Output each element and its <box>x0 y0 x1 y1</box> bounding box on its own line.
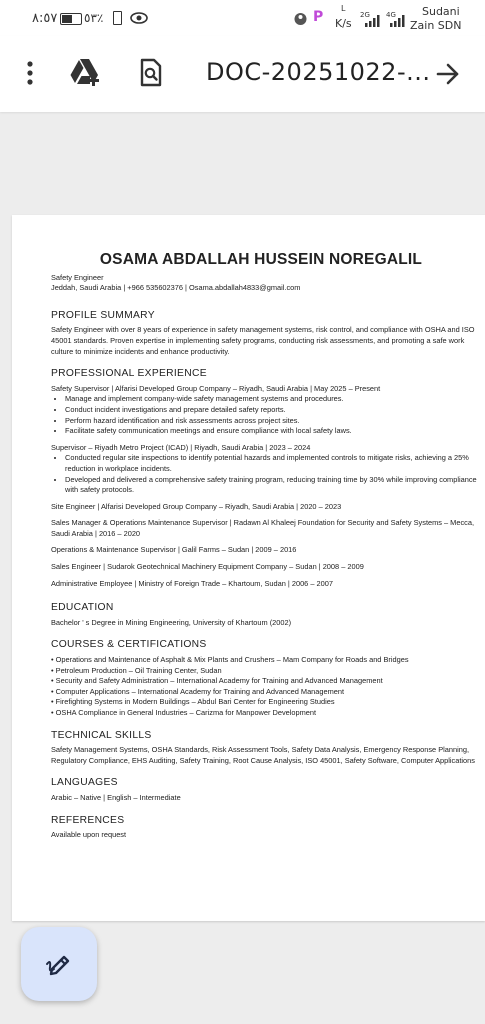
hotspot-icon <box>293 12 308 30</box>
net-speed-value: L <box>341 4 346 13</box>
skills-text: Safety Management Systems, OSHA Standards, Risk Assessment Tools, Safety Data Analysis, Emergency Response Planning, Regulatory Compliance, EHS Auditing, Safety Training, Root Cause Analysis, ISO 45001, Safety Software, Computer Applications <box>51 745 475 765</box>
signal-bars-icon-2 <box>390 14 406 32</box>
list-item: • Computer Applications – International Academy for Training and Advanced Management <box>51 686 345 696</box>
battery-percent: ٥٣٪ <box>84 11 104 25</box>
edit-fab-button[interactable] <box>21 927 97 1001</box>
resume-contact: Jeddah, Saudi Arabia | +966 535602376 | Osama.abdallah4833@gmail.com <box>51 283 301 293</box>
more-vert-icon <box>26 61 34 85</box>
references-text: Available upon request <box>51 830 127 840</box>
vibrate-icon <box>113 11 122 25</box>
document-title: DOC-20251022-... <box>206 58 431 86</box>
add-to-drive-button[interactable] <box>68 54 104 90</box>
resume-name: OSAMA ABDALLAH HUSSEIN NOREGALIL <box>99 251 423 268</box>
document-page[interactable] <box>12 215 485 921</box>
list-item: • OSHA Compliance in General Industries – Carizma for Manpower Development <box>51 708 317 717</box>
job-title: Operations & Maintenance Supervisor | Galil Farms – Sudan | 2009 – 2016 <box>51 545 297 555</box>
search-doc-icon <box>139 58 163 88</box>
carrier-network: Zain SDN <box>410 19 462 32</box>
languages-heading: LANGUAGES <box>51 777 118 789</box>
carrier-name: Sudani <box>422 5 460 18</box>
skills-heading: TECHNICAL SKILLS <box>51 729 152 741</box>
open-document-button[interactable] <box>432 58 464 90</box>
list-item: • Perform hazard identification and risk assessments across project sites. <box>65 416 479 427</box>
app-toolbar <box>0 36 485 112</box>
list-item: • Developed and delivered a comprehensive safety training program, reducing training time by 30% while improving compliance with safety protocols. <box>65 475 479 496</box>
list-item: • Conducted regular site inspections to identify potential hazards and implemented controls to mitigate risks, achieving a 25% reduction in workplace incidents. <box>65 453 479 474</box>
experience-heading: PROFESSIONAL EXPERIENCE <box>51 368 207 380</box>
job-bullets <box>51 453 479 495</box>
list-item: • Petroleum Production – Oil Training Center, Sudan <box>51 665 222 675</box>
job-title: Supervisor – Riyadh Metro Project (ICAD) | Riyadh, Saudi Arabia | 2023 – 2024 <box>51 442 311 452</box>
job-title: Site Engineer | Alfarisi Developed Group Company – Riyadh, Saudi Arabia | 2020 – 2023 <box>51 501 342 511</box>
signal-bars-icon <box>365 14 381 32</box>
list-item: • Firefighting Systems in Modern Buildings – Abdul Bari Center for Engineering Studies <box>51 697 335 707</box>
edit-pen-icon <box>44 949 74 979</box>
signal-2g-label: 2G <box>360 11 370 19</box>
more-options-button[interactable] <box>16 56 44 90</box>
status-time: ٨:٥٧ <box>32 11 58 26</box>
document-content <box>51 251 479 841</box>
profile-text: Safety Engineer with over 8 years of experience in safety management systems, risk control, and compliance with OSHA and ISO 45001 standards. Proven expertise in implementing safety programs, conducting risk assessments, and promoting a safe work culture to minimize incidents and enhance productivity. <box>51 325 475 356</box>
courses-list <box>51 655 479 719</box>
education-text: Bachelor ' s Degree in Mining Engineering, University of Khartoum (2002) <box>51 617 292 627</box>
list-item: • Security and Safety Administration – International Academy for Training and Advanced Management <box>51 676 383 686</box>
job-title: Administrative Employee | Ministry of Foreign Trade – Khartoum, Sudan | 2006 – 2007 <box>51 578 333 588</box>
list-item: • Manage and implement company-wide safety management systems and procedures. <box>65 394 479 405</box>
signal-4g-label: 4G <box>386 11 396 19</box>
arrow-right-icon <box>436 63 460 85</box>
status-bar <box>0 0 485 36</box>
references-heading: REFERENCES <box>51 814 125 826</box>
job-bullets <box>51 394 479 436</box>
list-item: • Conduct incident investigations and prepare detailed safety reports. <box>65 405 479 416</box>
net-speed-unit: K/s <box>335 17 352 30</box>
education-heading: EDUCATION <box>51 602 114 614</box>
job-title: Safety Supervisor | Alfarisi Developed Group Company – Riyadh, Saudi Arabia | May 2025 – Present <box>51 383 381 393</box>
languages-text: Arabic – Native | English – Intermediate <box>51 792 181 802</box>
list-item: • Operations and Maintenance of Asphalt & Mix Plants and Crushers – Mam Company for Roads and Bridges <box>51 655 409 665</box>
drive-add-icon <box>70 58 102 86</box>
p-app-icon: P <box>313 9 324 25</box>
search-in-document-button[interactable] <box>134 54 168 92</box>
job-title: Sales Manager & Operations Maintenance Supervisor | Radawn Al Khaleej Foundation for Security and Safety Systems – Mecca, Saudi Arabia | 2016 – 2020 <box>51 518 474 538</box>
profile-heading: PROFILE SUMMARY <box>51 309 155 321</box>
battery-icon <box>60 13 82 25</box>
job-title: Sales Engineer | Sudarok Geotechnical Machinery Equipment Company – Sudan | 2008 – 2009 <box>51 562 364 572</box>
list-item: • Facilitate safety communication meetings and ensure compliance with local safety laws. <box>65 426 479 437</box>
courses-heading: COURSES & CERTIFICATIONS <box>51 639 207 651</box>
job-entry <box>51 443 479 496</box>
eye-icon <box>130 11 148 30</box>
job-entry <box>51 384 479 437</box>
resume-role: Safety Engineer <box>51 272 104 282</box>
